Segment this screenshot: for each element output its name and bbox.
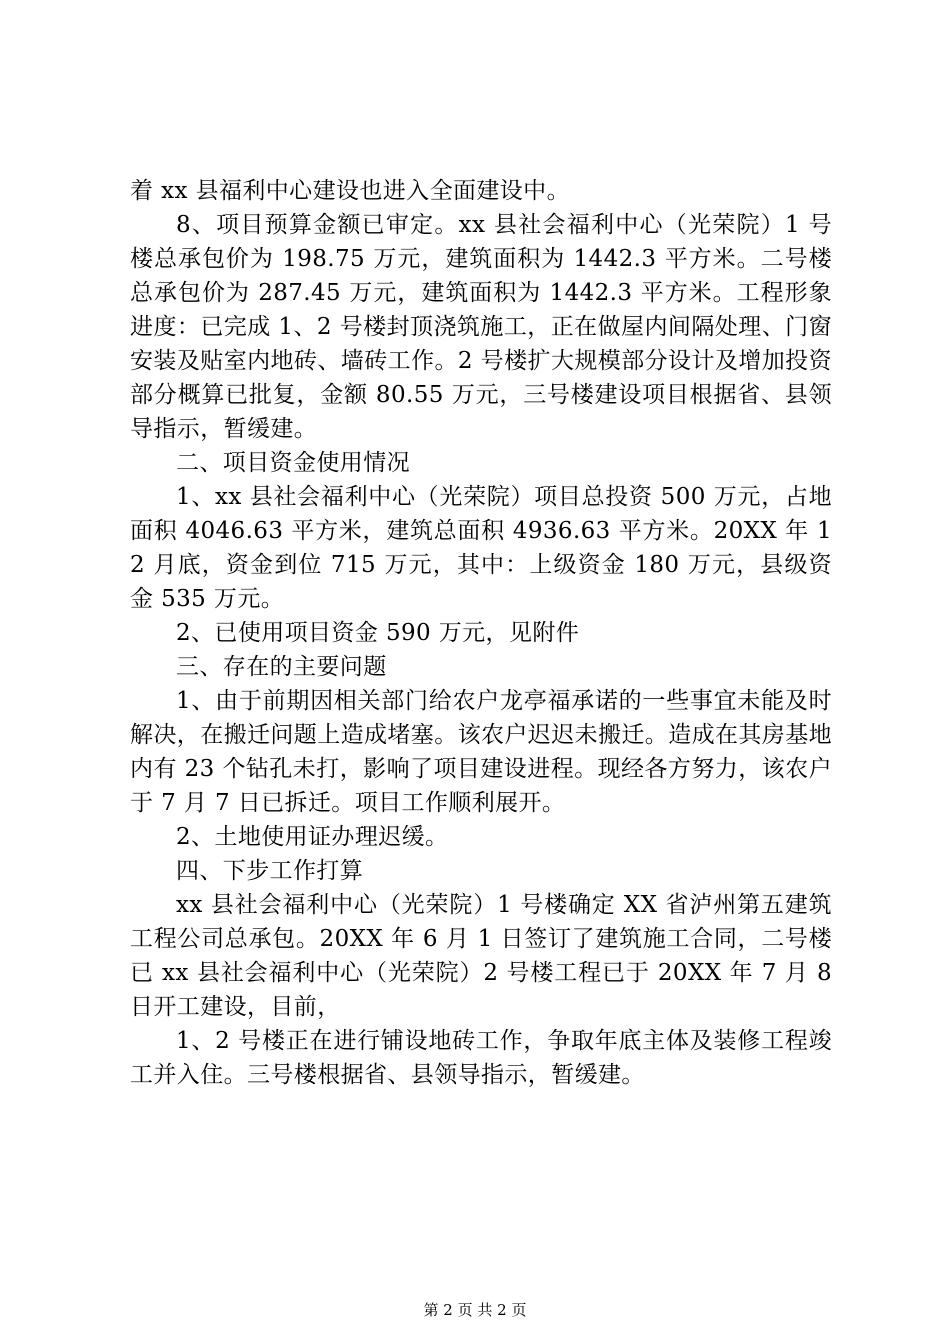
section-heading-funds: 二、项目资金使用情况 bbox=[176, 450, 410, 476]
paragraph-relocation-problem: 1、由于前期因相关部门给农户龙亭福承诺的一些事宜未能及时解决，在搬迁问题上造成堵塞。该农户迟迟未搬迁。造成在其房基地内有 23 个钻孔未打，影响了项目建设进程。现经各方努力，该农户于 7 月 7 日已拆迁。项目工作顺利展开。 bbox=[130, 688, 832, 816]
section-heading-next-steps: 四、下步工作打算 bbox=[176, 858, 364, 884]
paragraph-investment: 1、xx 县社会福利中心（光荣院）项目总投资 500 万元，占地面积 4046.63 平方米，建筑总面积 4936.63 平方米。20XX 年 12 月底，资金到位 715 万元，其中：上级资金 180 万元，县级资金 535 万元。 bbox=[130, 484, 832, 612]
paragraph-funds-used: 2、已使用项目资金 590 万元，见附件 bbox=[176, 620, 580, 646]
paragraph-budget: 8、项目预算金额已审定。xx 县社会福利中心（光荣院）1 号楼总承包价为 198.75 万元，建筑面积为 1442.3 平方米。二号楼总承包价为 287.45 万元，建筑面积为 1442.3 平方米。工程形象进度：已完成 1、2 号楼封顶浇筑施工，正在做屋内间隔处理、门窗安装及贴室内地砖、墙砖工作。2 号楼扩大规模部分设计及增加投资部分概算已批复，金额 80.55 万元，三号楼建设项目根据省、县领导指示，暂缓建。 bbox=[130, 212, 832, 442]
page-number-footer: 第 2 页 共 2 页 bbox=[423, 1301, 527, 1319]
paragraph-land-certificate: 2、土地使用证办理迟缓。 bbox=[176, 824, 449, 850]
paragraph-progress: 1、2 号楼正在进行铺设地砖工作，争取年底主体及装修工程竣工并入住。三号楼根据省、县领导指示，暂缓建。 bbox=[130, 1028, 832, 1088]
paragraph-continuation: 着 xx 县福利中心建设也进入全面建设中。 bbox=[130, 178, 570, 204]
paragraph-contractor: xx 县社会福利中心（光荣院）1 号楼确定 XX 省泸州第五建筑工程公司总承包。20XX 年 6 月 1 日签订了建筑施工合同，二号楼已 xx 县社会福利中心（光荣院）2 号楼工程已于 20XX 年 7 月 8 日开工建设，目前， bbox=[130, 892, 832, 1020]
section-heading-problems: 三、存在的主要问题 bbox=[176, 654, 387, 680]
document-body bbox=[130, 174, 832, 1092]
